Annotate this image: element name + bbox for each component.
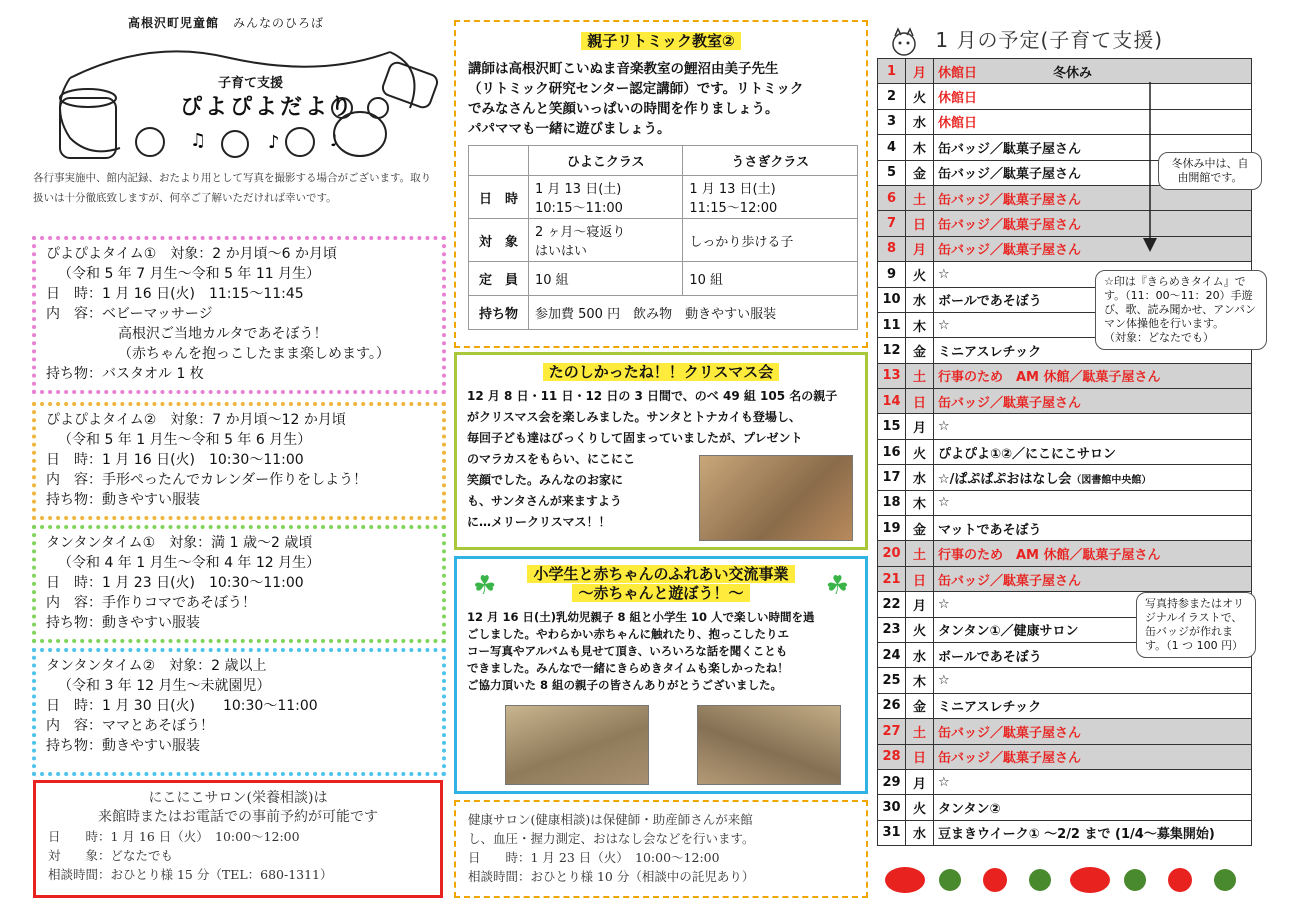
schedule-day: 5 — [878, 160, 906, 185]
event-line: 日 時：1 月 30 日(火) 10:30〜11:00 — [46, 698, 318, 714]
col-usagi: うさぎクラス — [683, 146, 858, 176]
masthead-subtitle: 子育て支援 — [218, 76, 284, 91]
schedule-row — [878, 744, 1252, 769]
schedule-event: 行事のため AM 休館／駄菓子屋さん — [934, 363, 1252, 388]
schedule-weekday: 木 — [906, 490, 934, 515]
schedule-weekday: 土 — [906, 363, 934, 388]
date-usagi: 1 月 13 日(土) 11:15〜12:00 — [683, 176, 858, 219]
schedule-weekday: 月 — [906, 769, 934, 794]
schedule-weekday: 木 — [906, 135, 934, 160]
fureai-line: ごしました。やわらかい赤ちゃんに触れたり、抱っこしたりエ — [467, 627, 789, 641]
schedule-row — [878, 465, 1252, 490]
event-line: 内 容：手作りコマであそぼう！ — [46, 595, 256, 611]
schedule-event: ☆ — [934, 490, 1252, 515]
schedule-weekday: 木 — [906, 312, 934, 337]
new-year-decoration — [880, 858, 1260, 898]
schedule-row — [878, 389, 1252, 414]
nikoniko-salon-box — [33, 780, 443, 898]
schedule-weekday: 日 — [906, 211, 934, 236]
xmas-line: のマラカスをもらい、にこにこ — [467, 452, 636, 466]
schedule-event: タンタン①／健康サロン — [934, 617, 1252, 642]
salon-time: 相談時間：おひとり様 15 分（TEL：680-1311） — [48, 867, 333, 882]
fureai-photo — [697, 705, 841, 785]
schedule-weekday: 火 — [906, 617, 934, 642]
schedule-event: ミニアスレチック — [934, 693, 1252, 718]
xmas-line: 毎回子ども達はびっくりして固まっていましたが、プレゼント — [467, 431, 803, 445]
event-line: ぴよぴよタイム② 対象：7 か月頃〜12 か月頃 — [46, 412, 346, 428]
fureai-line: できました。みんなで一緒にきらめきタイムも楽しかったね！ — [467, 661, 789, 675]
kenko-salon-box — [454, 800, 868, 898]
row-date: 日 時 — [469, 176, 529, 219]
schedule-day: 9 — [878, 262, 906, 287]
schedule-weekday: 土 — [906, 185, 934, 210]
kenko-time: 相談時間：おひとり様 10 分（相談中の託児あり） — [468, 869, 755, 884]
schedule-day: 21 — [878, 566, 906, 591]
event-box-tantan-1 — [32, 525, 446, 643]
schedule-event: タンタン② — [934, 795, 1252, 820]
rhythmic-title: 親子リトミック教室② — [468, 30, 854, 51]
schedule-row — [878, 490, 1252, 515]
schedule-row — [878, 541, 1252, 566]
xmas-line: も、サンタさんが来ますよう — [467, 494, 622, 508]
event-line: 持ち物：動きやすい服装 — [46, 492, 200, 508]
rhythmic-intro-line: （リトミック研究センター認定講師）です。リトミック — [468, 81, 804, 97]
schedule-row — [878, 820, 1252, 845]
event-line: 日 時：1 月 16 日(火) 11:15〜11:45 — [46, 286, 304, 302]
event-line: タンタンタイム② 対象：2 歳以上 — [46, 658, 267, 674]
kirameki-note — [1095, 270, 1267, 350]
schedule-event: 缶バッジ／駄菓子屋さん — [934, 135, 1252, 160]
event-line: 内 容：ママとあそぼう！ — [46, 718, 214, 734]
schedule-day: 17 — [878, 465, 906, 490]
event-line: ぴよぴよタイム① 対象：2 か月頃〜6 か月頃 — [46, 246, 337, 262]
schedule-event: 缶バッジ／駄菓子屋さん — [934, 389, 1252, 414]
schedule-day: 2 — [878, 84, 906, 109]
rhythmic-intro-line: パパママも一緒に遊びましょう。 — [468, 121, 671, 137]
items: 参加費 500 円 飲み物 動きやすい服装 — [529, 296, 858, 330]
event-line: 持ち物：動きやすい服装 — [46, 738, 200, 754]
salon-title: にこにこサロン(栄養相談)は — [148, 790, 328, 806]
schedule-day: 14 — [878, 389, 906, 414]
rhythmic-table — [468, 145, 858, 330]
schedule-event: ミニアスレチック — [934, 338, 1252, 363]
schedule-day: 28 — [878, 744, 906, 769]
schedule-event: 休館日 — [934, 84, 1252, 109]
row-capacity: 定 員 — [469, 262, 529, 296]
schedule-event: ☆ — [934, 668, 1252, 693]
schedule-event: 缶バッジ／駄菓子屋さん — [934, 211, 1252, 236]
schedule-event: 缶バッジ／駄菓子屋さん — [934, 160, 1252, 185]
schedule-row — [878, 109, 1252, 134]
schedule-day: 6 — [878, 185, 906, 210]
schedule-weekday: 木 — [906, 668, 934, 693]
fureai-line: ご協力頂いた 8 組の親子の皆さんありがとうございました。 — [467, 678, 783, 692]
schedule-event: 休館日 冬休み — [934, 59, 1252, 84]
capacity-usagi: 10 組 — [683, 262, 858, 296]
masthead — [30, 38, 440, 168]
schedule-day: 12 — [878, 338, 906, 363]
schedule-event: 豆まきウイーク① 〜2/2 まで (1/4〜募集開始) — [934, 820, 1252, 845]
fureai-photo — [505, 705, 649, 785]
event-line: （赤ちゃんを抱っこしたまま楽しめます。） — [118, 346, 390, 362]
schedule-row — [878, 719, 1252, 744]
xmas-photo — [699, 455, 853, 541]
badge-note: 写真持参またはオリジナルイラストで、缶バッジが作れます。（1 つ 100 円） — [1136, 592, 1256, 658]
event-box-tantan-2 — [32, 648, 446, 776]
schedule-event: 缶バッジ／駄菓子屋さん — [934, 185, 1252, 210]
photo-notice: 各行事実施中、館内記録、おたより用として写真を撮影する場合がございます。取り扱いは十分徹底致しますが、何卒ご了解いただければ幸いです。 — [33, 172, 432, 204]
schedule-weekday: 土 — [906, 541, 934, 566]
schedule-row — [878, 363, 1252, 388]
schedule-weekday: 火 — [906, 84, 934, 109]
schedule-event: マットであそぼう — [934, 516, 1252, 541]
schedule-day: 22 — [878, 592, 906, 617]
salon-date: 日 時：1 月 16 日（火） 10:00〜12:00 — [48, 829, 300, 844]
schedule-row — [878, 414, 1252, 439]
schedule-weekday: 月 — [906, 236, 934, 261]
event-box-piyopiyo-1 — [32, 236, 446, 394]
event-line: 持ち物：バスタオル 1 枚 — [46, 366, 204, 382]
schedule-weekday: 火 — [906, 439, 934, 464]
event-line: （令和 5 年 7 月生〜令和 5 年 11 月生） — [58, 266, 321, 282]
schedule-day: 13 — [878, 363, 906, 388]
fureai-line: 12 月 16 日(土)乳幼児親子 8 組と小学生 10 人で楽しい時間を過 — [467, 610, 815, 624]
schedule-event: 行事のため AM 休館／駄菓子屋さん — [934, 541, 1252, 566]
event-line: 持ち物：動きやすい服装 — [46, 615, 200, 631]
fureai-body — [467, 609, 855, 694]
schedule-event: ☆/ぱぷぱぷおはなし会（図書館中央館） — [934, 465, 1252, 490]
rhythmic-intro-line: 講師は高根沢町こいぬま音楽教室の鯉沼由美子先生 — [468, 61, 779, 77]
salon-target: 対 象：どなたでも — [48, 848, 174, 863]
schedule-weekday: 水 — [906, 109, 934, 134]
schedule-day: 29 — [878, 769, 906, 794]
event-line: （令和 4 年 1 月生〜令和 4 年 12 月生） — [58, 555, 321, 571]
schedule-event: ☆ — [934, 414, 1252, 439]
xmas-line: に…メリークリスマス！！ — [467, 515, 611, 529]
row-items: 持ち物 — [469, 296, 529, 330]
schedule-weekday: 月 — [906, 592, 934, 617]
svg-text:♫: ♫ — [190, 130, 207, 151]
schedule-weekday: 火 — [906, 795, 934, 820]
fureai-box — [454, 556, 868, 794]
svg-text:♪: ♪ — [268, 132, 280, 153]
schedule-day: 11 — [878, 312, 906, 337]
rhythmic-intro — [468, 59, 854, 139]
fureai-line: コー写真やアルバムも見せて頂き、いろいろな話を聞くことも — [467, 644, 788, 658]
schedule-day: 1 — [878, 59, 906, 84]
schedule-event: ☆ — [934, 312, 1252, 337]
event-line: （令和 5 年 1 月生〜令和 5 年 6 月生） — [58, 432, 312, 448]
schedule-event: 缶バッジ／駄菓子屋さん — [934, 719, 1252, 744]
schedule-row — [878, 668, 1252, 693]
schedule-weekday: 月 — [906, 59, 934, 84]
schedule-row — [878, 439, 1252, 464]
svg-text:♩: ♩ — [330, 131, 338, 150]
schedule-day: 18 — [878, 490, 906, 515]
schedule-day: 10 — [878, 287, 906, 312]
schedule-day: 26 — [878, 693, 906, 718]
schedule-weekday: 金 — [906, 160, 934, 185]
col-hiyoko: ひよこクラス — [529, 146, 683, 176]
xmas-line: がクリスマス会を楽しみました。サンタとトナカイも登場し、 — [467, 410, 801, 424]
event-line: 日 時：1 月 23 日(火) 10:30〜11:00 — [46, 575, 304, 591]
schedule-day: 15 — [878, 414, 906, 439]
schedule-row — [878, 236, 1252, 261]
schedule-day: 20 — [878, 541, 906, 566]
schedule-row — [878, 516, 1252, 541]
salon-subtitle: 来館時またはお電話での事前予約が可能です — [98, 809, 378, 825]
schedule-row — [878, 795, 1252, 820]
org-name: 高根沢町児童館 — [128, 16, 220, 30]
schedule-weekday: 金 — [906, 693, 934, 718]
rhythmic-box — [454, 20, 868, 348]
xmas-line: 12 月 8 日・11 日・12 日の 3 日間で、のべ 49 組 105 名の親子 — [467, 389, 838, 403]
schedule-event: 缶バッジ／駄菓子屋さん — [934, 744, 1252, 769]
schedule-weekday: 水 — [906, 820, 934, 845]
schedule-event: 缶バッジ／駄菓子屋さん — [934, 236, 1252, 261]
schedule-row — [878, 566, 1252, 591]
kenko-line: 健康サロン(健康相談)は保健師・助産師さんが来館 — [468, 812, 753, 827]
schedule-day: 30 — [878, 795, 906, 820]
schedule-day: 19 — [878, 516, 906, 541]
schedule-day: 31 — [878, 820, 906, 845]
schedule-row — [878, 769, 1252, 794]
schedule-event-note: （図書館中央館） — [1071, 474, 1152, 486]
table-corner — [469, 146, 529, 176]
schedule-day: 4 — [878, 135, 906, 160]
fureai-title: 小学生と赤ちゃんのふれあい交流事業 〜赤ちゃんと遊ぼう！〜 — [467, 565, 855, 603]
capacity-hiyoko: 10 組 — [529, 262, 683, 296]
schedule-event: 缶バッジ／駄菓子屋さん — [934, 566, 1252, 591]
schedule-day: 25 — [878, 668, 906, 693]
rhythmic-intro-line: でみなさんと笑顔いっぱいの時間を作りましょう。 — [468, 101, 779, 117]
winter-label: 冬休み — [1053, 65, 1093, 81]
event-line: 内 容：手形ぺったんでカレンダー作りをしよう！ — [46, 472, 368, 488]
clover-icon: ☘ — [473, 571, 497, 601]
schedule-row — [878, 693, 1252, 718]
schedule-day: 7 — [878, 211, 906, 236]
schedule-heading — [888, 24, 1163, 57]
masthead-title: ぴよぴよだより — [180, 95, 356, 120]
place-name: みんなのひろば — [233, 16, 325, 30]
kirameki-note-target: （対象：どなたでも） — [1104, 331, 1214, 344]
event-line: タンタンタイム① 対象：満 1 歳〜2 歳頃 — [46, 535, 313, 551]
xmas-line: 笑顔でした。みんなのお家に — [467, 473, 624, 487]
clover-icon: ☘ — [825, 571, 849, 601]
target-hiyoko: 2 ヶ月〜寝返り はいはい — [529, 219, 683, 262]
schedule-weekday: 水 — [906, 642, 934, 667]
kenko-date: 日 時：1 月 23 日（火） 10:00〜12:00 — [468, 850, 720, 865]
winter-note: 冬休み中は、自由開館です。 — [1158, 152, 1262, 190]
schedule-row — [878, 211, 1252, 236]
schedule-weekday: 金 — [906, 516, 934, 541]
schedule-row — [878, 59, 1252, 84]
schedule-event: ☆ — [934, 592, 1252, 617]
schedule-event: 休館日 — [934, 109, 1252, 134]
event-line: （令和 3 年 12 月生〜未就園児） — [58, 678, 271, 694]
schedule-event: ボールであそぼう — [934, 642, 1252, 667]
schedule-day: 27 — [878, 719, 906, 744]
schedule-weekday: 日 — [906, 389, 934, 414]
date-hiyoko: 1 月 13 日(土) 10:15〜11:00 — [529, 176, 683, 219]
xmas-box — [454, 352, 868, 550]
kenko-line: し、血圧・握力測定、おはなし会などを行います。 — [468, 831, 755, 846]
schedule-weekday: 金 — [906, 338, 934, 363]
kirameki-note-text: ☆印は『きらめきタイム』です。（11：00〜11：20）手遊び、歌、読み聞かせ、アンパンマン体操他を行います。 — [1104, 275, 1257, 330]
schedule-weekday: 土 — [906, 719, 934, 744]
schedule-weekday: 日 — [906, 744, 934, 769]
schedule-weekday: 月 — [906, 414, 934, 439]
schedule-event: ☆ — [934, 769, 1252, 794]
row-target: 対 象 — [469, 219, 529, 262]
target-usagi: しっかり歩ける子 — [683, 219, 858, 262]
event-line: 日 時：1 月 16 日(火) 10:30〜11:00 — [46, 452, 304, 468]
schedule-weekday: 水 — [906, 287, 934, 312]
schedule-day: 16 — [878, 439, 906, 464]
schedule-weekday: 火 — [906, 262, 934, 287]
event-box-piyopiyo-2 — [32, 402, 446, 520]
schedule-day: 8 — [878, 236, 906, 261]
schedule-weekday: 日 — [906, 566, 934, 591]
event-line: 高根沢ご当地カルタであそぼう！ — [118, 326, 328, 342]
schedule-day: 24 — [878, 642, 906, 667]
schedule-event: ボールであそぼう — [934, 287, 1252, 312]
ogre-mask-icon — [888, 27, 920, 57]
xmas-title: たのしかったね！！クリスマス会 — [467, 361, 855, 382]
header-org — [128, 14, 324, 31]
schedule-title: 1 月の予定(子育て支援) — [935, 28, 1164, 52]
schedule-weekday: 水 — [906, 465, 934, 490]
schedule-event: ぴよぴよ①②／にこにこサロン — [934, 439, 1252, 464]
schedule-row — [878, 84, 1252, 109]
schedule-day: 23 — [878, 617, 906, 642]
winter-arrow-icon — [1140, 82, 1160, 254]
schedule-day: 3 — [878, 109, 906, 134]
schedule-event: ☆ — [934, 262, 1252, 287]
event-line: 内 容：ベビーマッサージ — [46, 306, 213, 322]
